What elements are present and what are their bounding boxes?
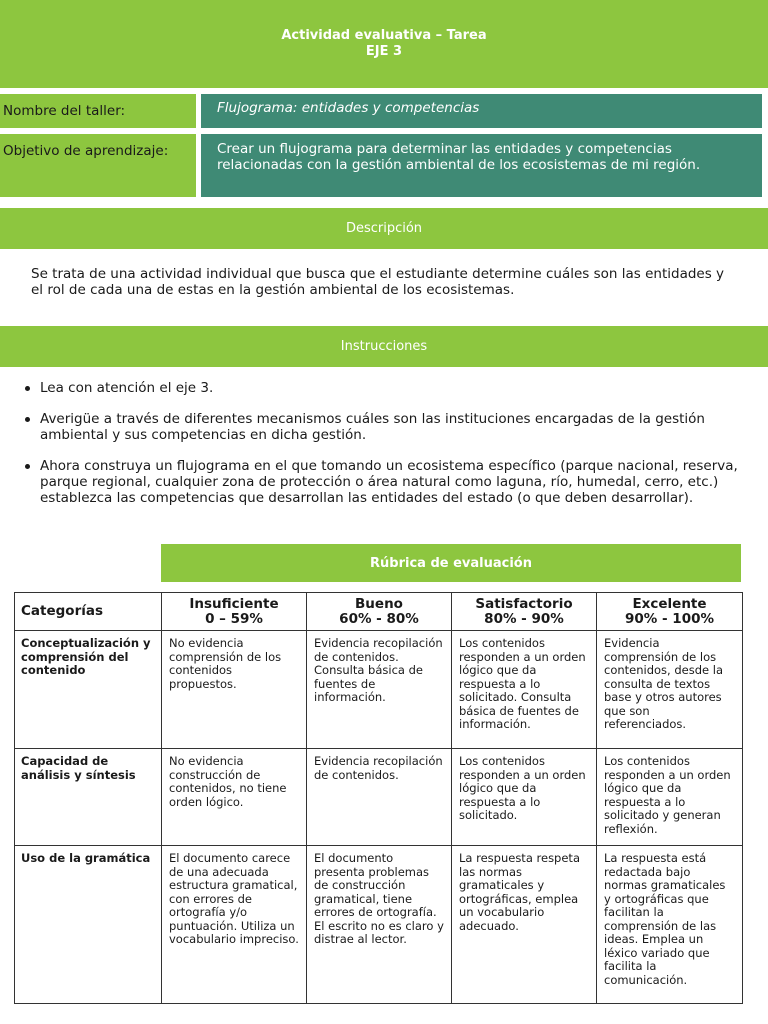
rubric-cell: Los contenidos responden a un orden lógico que da respuesta a lo solicitado y generan reflexión. [597,749,743,846]
learning-objective-row [0,134,768,197]
rubric-category: Conceptualización y comprensión del contenido [15,631,162,749]
table-row [15,846,743,1004]
instruction-item: Ahora construya un flujograma en el que tomando un ecosistema específico (parque nacional, reserva, parque regional, cualquier zona de protección o área natural como laguna, río, humedal, cerro, etc.) establezca las competencias que desarrollan las entidades del estado (o que deben desarrollar). [22,458,762,506]
column-header-bueno: Bueno 60% - 80% [307,593,452,631]
rubric-header-row [15,593,743,631]
rubric-cell: El documento carece de una adecuada estructura gramatical, con errores de ortografía y/o puntuación. Utiliza un vocabulario impreciso. [162,846,307,1004]
learning-objective-value: Crear un flujograma para determinar las entidades y competencias relacionadas con la gestión ambiental de los ecosistemas de mi región. [201,134,762,197]
rubric-category: Capacidad de análisis y síntesis [15,749,162,846]
rubric-heading: Rúbrica de evaluación [161,544,741,582]
rubric-category: Uso de la gramática [15,846,162,1004]
column-header-insuficiente: Insuficiente 0 – 59% [162,593,307,631]
instructions-list [22,380,762,521]
rubric-cell: No evidencia construcción de contenidos, no tiene orden lógico. [162,749,307,846]
rubric-cell: La respuesta está redactada bajo normas gramaticales y ortográficas que facilitan la comprensión de las ideas. Emplea un léxico variado que facilita la comunicación. [597,846,743,1004]
rubric-cell: No evidencia comprensión de los contenidos propuestos. [162,631,307,749]
instruction-item: Lea con atención el eje 3. [22,380,762,396]
rubric-cell: Evidencia comprensión de los contenidos, desde la consulta de textos base y otros autores que son referenciados. [597,631,743,749]
description-heading: Descripción [0,208,768,249]
activity-header [0,0,768,88]
rubric-cell: Evidencia recopilación de contenidos. Consulta básica de fuentes de información. [307,631,452,749]
rubric-cell: Evidencia recopilación de contenidos. [307,749,452,846]
workshop-name-label: Nombre del taller: [0,94,196,128]
workshop-name-value: Flujograma: entidades y competencias [201,94,762,128]
rubric-cell: El documento presenta problemas de construcción gramatical, tiene errores de ortografía. El escrito no es claro y distrae al lector. [307,846,452,1004]
column-header-excelente: Excelente 90% - 100% [597,593,743,631]
table-row [15,631,743,749]
workshop-name-row [0,94,768,128]
rubric-cell: Los contenidos responden a un orden lógico que da respuesta a lo solicitado. Consulta básica de fuentes de información. [452,631,597,749]
column-header-categories: Categorías [15,593,162,631]
activity-axis: EJE 3 [365,44,403,59]
rubric-cell: Los contenidos responden a un orden lógico que da respuesta a lo solicitado. [452,749,597,846]
instruction-item: Averigüe a través de diferentes mecanismos cuáles son las instituciones encargadas de la gestión ambiental y sus competencias en dicha gestión. [22,411,762,443]
column-header-satisfactorio: Satisfactorio 80% - 90% [452,593,597,631]
description-text: Se trata de una actividad individual que busca que el estudiante determine cuáles son las entidades y el rol de cada una de estas en la gestión ambiental de los ecosistemas. [31,266,725,298]
instructions-heading: Instrucciones [0,326,768,367]
learning-objective-label: Objetivo de aprendizaje: [0,134,196,197]
activity-title: Actividad evaluativa – Tarea [281,28,487,43]
rubric-cell: La respuesta respeta las normas gramaticales y ortográficas, emplea un vocabulario adecuado. [452,846,597,1004]
rubric-table [14,592,743,1004]
table-row [15,749,743,846]
